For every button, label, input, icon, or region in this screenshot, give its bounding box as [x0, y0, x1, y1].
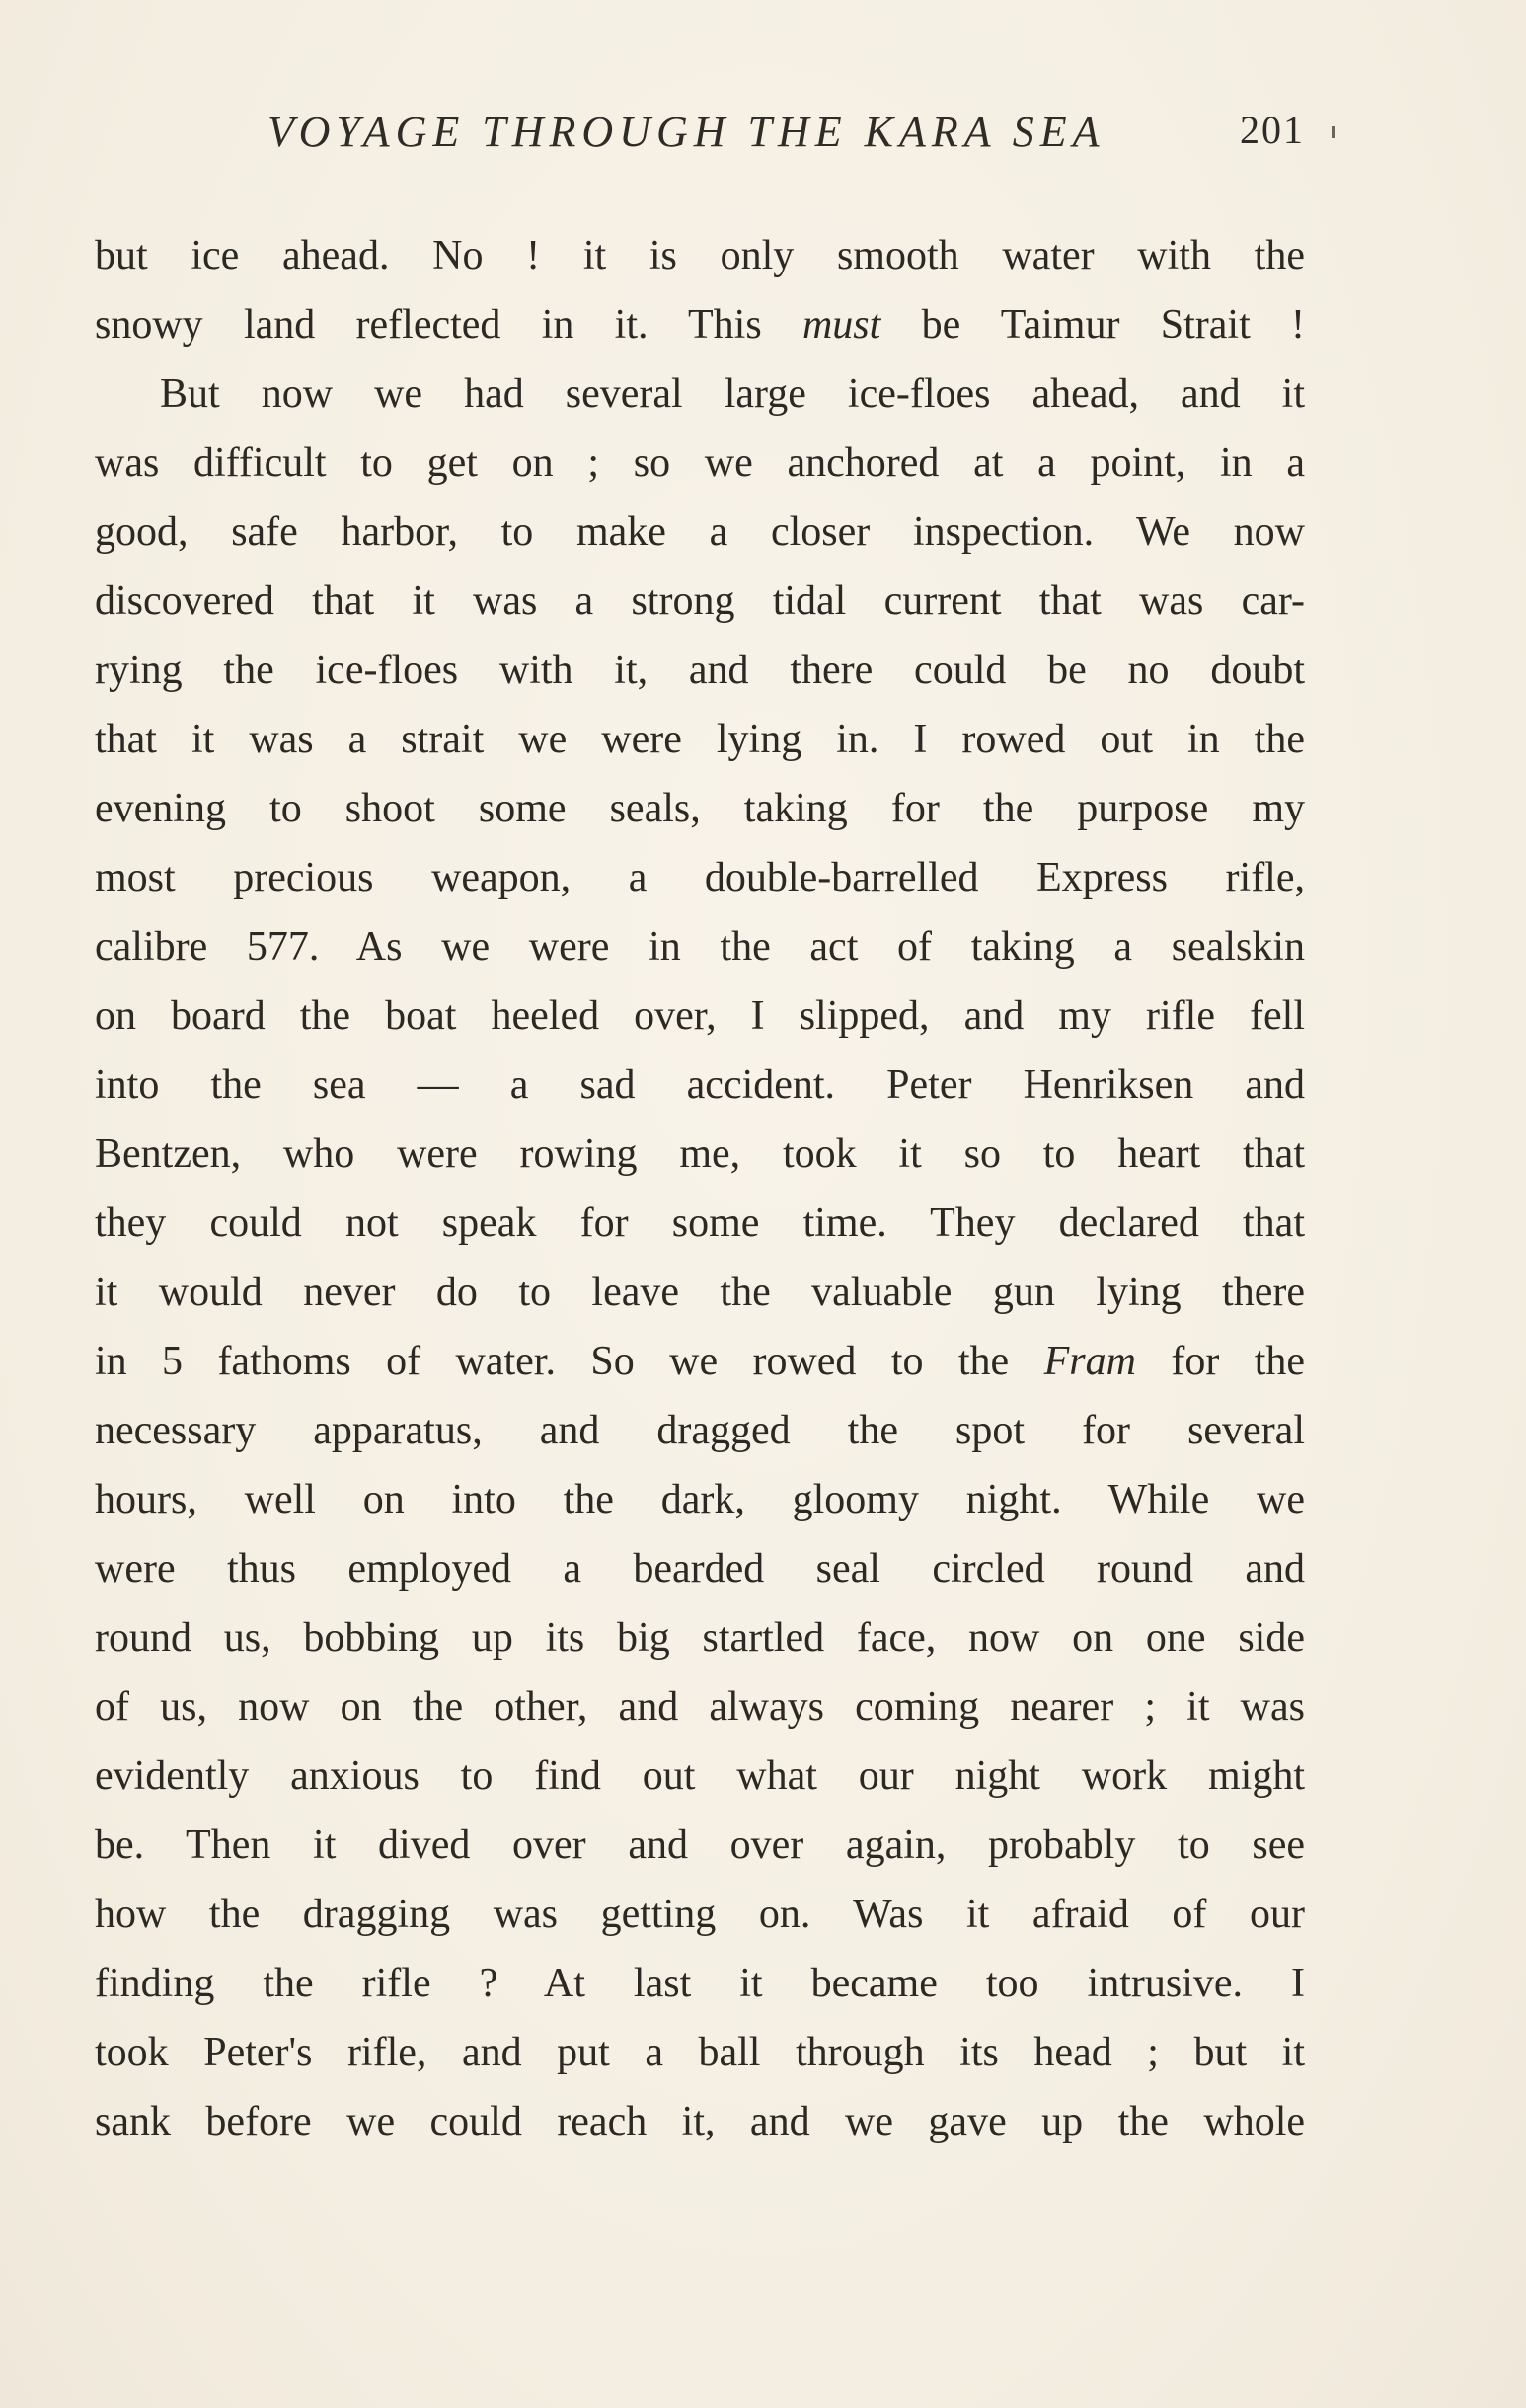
text-run: how the dragging was getting on. Was it afraid of our	[95, 1892, 1305, 1937]
text-run: it would never do to leave the valuable gun lying there	[95, 1270, 1305, 1315]
text-run: on board the boat heeled over, I slipped, and my rifle fell	[95, 993, 1305, 1039]
text-line	[95, 1672, 1305, 1742]
margin-mark	[1332, 126, 1335, 138]
text-line	[95, 1465, 1305, 1534]
text-line	[95, 1534, 1305, 1603]
text-line	[95, 290, 1305, 359]
text-run: that it was a strait we were lying in. I rowed out in the	[95, 717, 1305, 762]
text-run: in 5 fathoms of water. So we rowed to the	[95, 1339, 1044, 1384]
text-run: was difficult to get on ; so we anchored at a point, in a	[95, 440, 1305, 486]
text-run: be. Then it dived over and over again, probably to see	[95, 1823, 1305, 1868]
text-run: snowy land reflected in it. This	[95, 302, 802, 348]
text-run: hours, well on into the dark, gloomy night. While we	[95, 1477, 1305, 1522]
text-run: of us, now on the other, and always coming nearer ; it was	[95, 1684, 1305, 1730]
text-line	[95, 1258, 1305, 1327]
text-line	[95, 1050, 1305, 1120]
text-line	[95, 912, 1305, 981]
text-line	[95, 1396, 1305, 1465]
italic-emphasis: Fram	[1043, 1339, 1136, 1384]
text-run: sank before we could reach it, and we gave up the whole	[95, 2099, 1305, 2144]
text-run: round us, bobbing up its big startled face, now on one side	[95, 1615, 1305, 1661]
text-run: be Taimur Strait !	[880, 302, 1305, 348]
text-line	[95, 636, 1305, 705]
text-run: good, safe harbor, to make a closer inspection. We now	[95, 509, 1305, 555]
text-run: rying the ice-floes with it, and there could be no doubt	[95, 648, 1305, 693]
text-line	[95, 498, 1305, 567]
text-run: into the sea — a sad accident. Peter Henriksen and	[95, 1062, 1305, 1108]
text-run: discovered that it was a strong tidal current that was car-	[95, 579, 1305, 624]
text-run: but ice ahead. No ! it is only smooth water with the	[95, 233, 1305, 278]
text-run: evidently anxious to find out what our night work might	[95, 1753, 1305, 1799]
text-run: they could not speak for some time. They declared that	[95, 1201, 1305, 1246]
text-line	[95, 2087, 1305, 2156]
text-run: took Peter's rifle, and put a ball through its head ; but it	[95, 2030, 1305, 2075]
text-line	[95, 359, 1305, 428]
italic-emphasis: must	[801, 302, 881, 348]
running-title: VOYAGE THROUGH THE KARA SEA	[267, 108, 1106, 156]
text-line	[95, 1811, 1305, 1880]
text-run: were thus employed a bearded seal circled round and	[95, 1546, 1305, 1592]
text-line	[95, 2018, 1305, 2087]
text-run: for the	[1135, 1339, 1305, 1384]
text-line	[95, 1189, 1305, 1258]
body-text	[95, 221, 1305, 2156]
text-run: finding the rifle ? At last it became too intrusive. I	[95, 1961, 1305, 2006]
text-line	[95, 705, 1305, 774]
text-line	[95, 1880, 1305, 1949]
text-line	[95, 774, 1305, 843]
text-line	[95, 843, 1305, 912]
text-run: But now we had several large ice-floes ahead, and it	[160, 371, 1305, 417]
running-head	[95, 107, 1305, 162]
text-line	[95, 981, 1305, 1050]
text-line	[95, 221, 1305, 290]
text-line	[95, 1742, 1305, 1811]
text-run: evening to shoot some seals, taking for the purpose my	[95, 786, 1305, 831]
page-number: 201	[1240, 108, 1305, 152]
text-line	[95, 1603, 1305, 1672]
text-line	[95, 1327, 1305, 1396]
text-run: most precious weapon, a double-barrelled Express rifle,	[95, 855, 1305, 900]
text-run: calibre 577. As we were in the act of taking a sealskin	[95, 924, 1305, 970]
text-run: necessary apparatus, and dragged the spot for several	[95, 1408, 1305, 1453]
text-line	[95, 567, 1305, 636]
text-line	[95, 1120, 1305, 1189]
text-line	[95, 428, 1305, 498]
text-line	[95, 1949, 1305, 2018]
text-run: Bentzen, who were rowing me, took it so to heart that	[95, 1131, 1305, 1177]
